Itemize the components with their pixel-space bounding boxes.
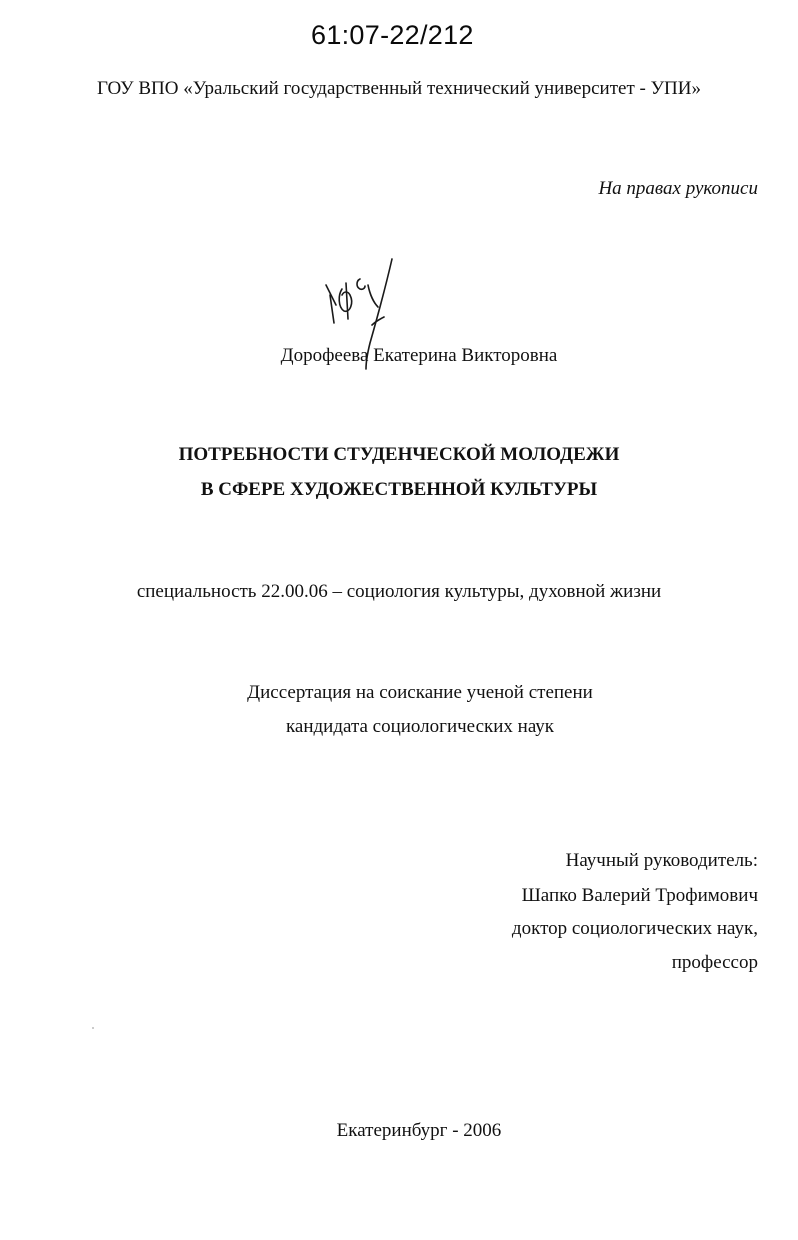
institution-name: ГОУ ВПО «Уральский государственный технический университет - УПИ» bbox=[97, 78, 701, 99]
supervisor-degree: доктор социологических наук, bbox=[511, 918, 758, 939]
dissertation-title-line-2: В СФЕРЕ ХУДОЖЕСТВЕННОЙ КУЛЬТУРЫ bbox=[200, 479, 598, 500]
scan-speck bbox=[92, 1027, 94, 1029]
city-year: Екатеринбург - 2006 bbox=[336, 1120, 502, 1141]
supervisor-name: Шапко Валерий Трофимович bbox=[521, 885, 758, 906]
degree-line-2: кандидата социологических наук bbox=[285, 716, 555, 737]
supervisor-label: Научный руководитель: bbox=[565, 850, 758, 871]
supervisor-title: профессор bbox=[671, 952, 758, 973]
author-name: Дорофеева Екатерина Викторовна bbox=[280, 345, 558, 366]
dissertation-title-line-1: ПОТРЕБНОСТИ СТУДЕНЧЕСКОЙ МОЛОДЕЖИ bbox=[178, 444, 620, 465]
specialty: специальность 22.00.06 – социология культуры, духовной жизни bbox=[136, 581, 662, 602]
degree-line-1: Диссертация на соискание ученой степени bbox=[247, 682, 593, 703]
rights-note: На правах рукописи bbox=[598, 178, 758, 199]
catalog-number: 61:07-22/212 bbox=[311, 20, 474, 50]
